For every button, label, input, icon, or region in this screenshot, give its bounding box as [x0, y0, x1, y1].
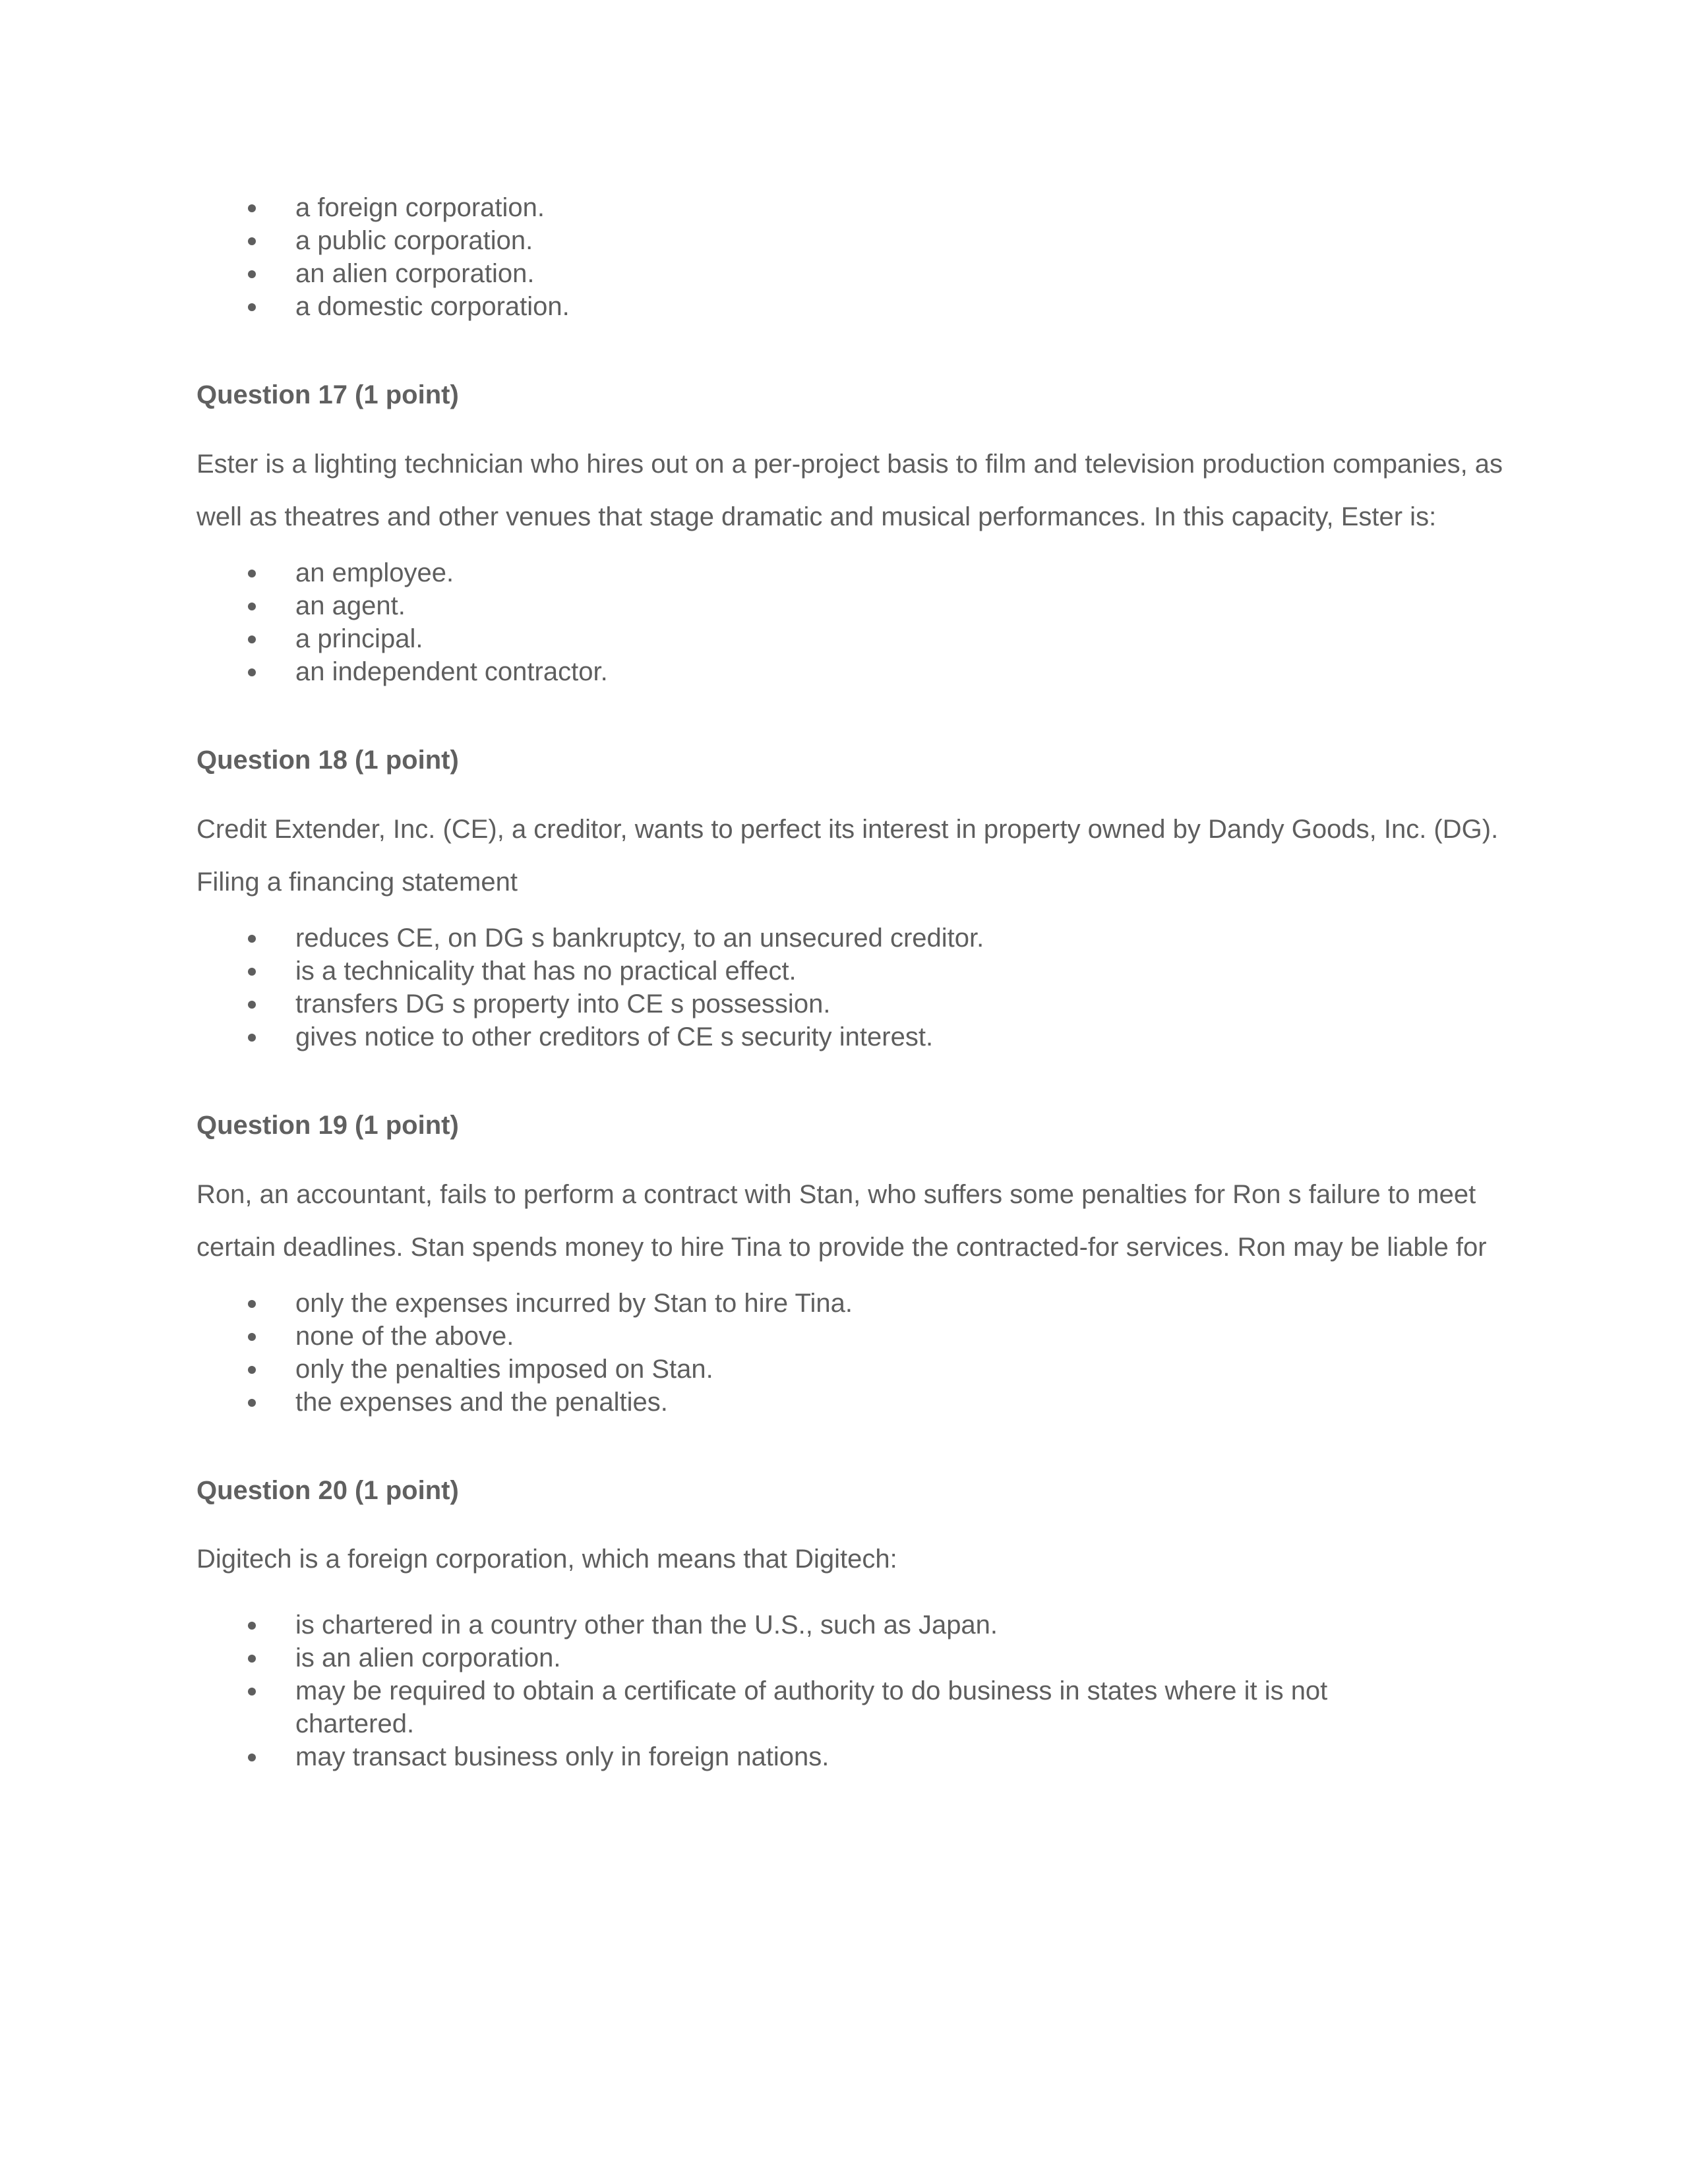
option-text: only the expenses incurred by Stan to hire Tina.: [295, 1289, 853, 1318]
option-item: [196, 257, 1509, 290]
question-20: [196, 1474, 1509, 1773]
question-heading: Question 20 (1 point): [196, 1476, 459, 1505]
option-item: [196, 224, 1509, 257]
option-text: an independent contractor.: [295, 657, 608, 686]
bullet-icon: [248, 635, 256, 643]
bullet-icon: [248, 270, 256, 278]
option-item: [196, 1641, 1509, 1674]
option-text: the expenses and the penalties.: [295, 1388, 668, 1417]
option-item: [196, 1353, 1509, 1386]
options-list: [196, 1287, 1509, 1419]
bullet-icon: [248, 668, 256, 676]
option-text: an alien corporation.: [295, 259, 535, 288]
bullet-icon: [248, 570, 256, 577]
bullet-icon: [248, 237, 256, 245]
question-18: [196, 744, 1509, 1053]
bullet-icon: [248, 1754, 256, 1761]
bullet-icon: [248, 1034, 256, 1042]
option-item: [196, 622, 1509, 655]
options-list-q16: [196, 191, 1509, 323]
question-19: [196, 1109, 1509, 1419]
option-text: none of the above.: [295, 1322, 514, 1351]
options-list: [196, 556, 1509, 688]
question-text: Ester is a lighting technician who hires out on a per-project basis to film and television production companies, as well as theatres and other venues that stage dramatic and musical performances. In this capacity, Ester is:: [196, 450, 1503, 531]
option-text: an agent.: [295, 591, 406, 620]
option-text: only the penalties imposed on Stan.: [295, 1355, 713, 1384]
bullet-icon: [248, 603, 256, 610]
option-item: [196, 589, 1509, 622]
question-17: [196, 378, 1509, 688]
bullet-icon: [248, 1300, 256, 1308]
option-item: [196, 1020, 1509, 1053]
question-heading: Question 19 (1 point): [196, 1111, 459, 1140]
option-text: is chartered in a country other than the U.S., such as Japan.: [295, 1610, 998, 1639]
question-text: Credit Extender, Inc. (CE), a creditor, wants to perfect its interest in property owned by Dandy Goods, Inc. (DG). Filing a financing statement: [196, 815, 1499, 897]
options-list: [196, 1608, 1509, 1773]
option-item: [196, 955, 1509, 988]
option-item: [196, 1320, 1509, 1353]
option-text: is a technicality that has no practical effect.: [295, 957, 797, 986]
bullet-icon: [248, 1655, 256, 1663]
bullet-icon: [248, 1001, 256, 1009]
bullet-icon: [248, 935, 256, 943]
option-text: a foreign corporation.: [295, 193, 545, 222]
option-text: an employee.: [295, 558, 454, 587]
option-item: [196, 1740, 1509, 1773]
option-text: a domestic corporation.: [295, 292, 570, 321]
bullet-icon: [248, 1366, 256, 1374]
option-item: [196, 922, 1509, 955]
option-text: transfers DG s property into CE s possession.: [295, 989, 831, 1018]
bullet-icon: [248, 968, 256, 976]
option-text: gives notice to other creditors of CE s security interest.: [295, 1022, 934, 1051]
option-item: [196, 1674, 1509, 1740]
option-item: [196, 191, 1509, 224]
option-text: a public corporation.: [295, 226, 533, 255]
option-item: [196, 556, 1509, 589]
question-heading: Question 17 (1 point): [196, 380, 459, 409]
option-item: [196, 290, 1509, 323]
option-item: [196, 655, 1509, 688]
bullet-icon: [248, 1622, 256, 1630]
option-item: [196, 1608, 1509, 1641]
bullet-icon: [248, 1688, 256, 1696]
question-text: Ron, an accountant, fails to perform a contract with Stan, who suffers some penalties for Ron s failure to meet certain deadlines. Stan spends money to hire Tina to provide the contracted-for services. Ron may be liable for: [196, 1180, 1487, 1262]
option-text: may transact business only in foreign nations.: [295, 1742, 829, 1771]
option-text: may be required to obtain a certificate of authority to do business in states where it is not chartered.: [295, 1676, 1328, 1738]
option-text: a principal.: [295, 624, 423, 653]
document-page: [196, 191, 1509, 1773]
bullet-icon: [248, 204, 256, 212]
option-item: [196, 988, 1509, 1020]
option-text: is an alien corporation.: [295, 1643, 561, 1672]
question-text: Digitech is a foreign corporation, which means that Digitech:: [196, 1545, 897, 1574]
options-list: [196, 922, 1509, 1053]
bullet-icon: [248, 1333, 256, 1341]
option-text: reduces CE, on DG s bankruptcy, to an unsecured creditor.: [295, 924, 984, 953]
option-item: [196, 1386, 1509, 1419]
bullet-icon: [248, 1399, 256, 1407]
bullet-icon: [248, 303, 256, 311]
question-heading: Question 18 (1 point): [196, 746, 459, 775]
option-item: [196, 1287, 1509, 1320]
